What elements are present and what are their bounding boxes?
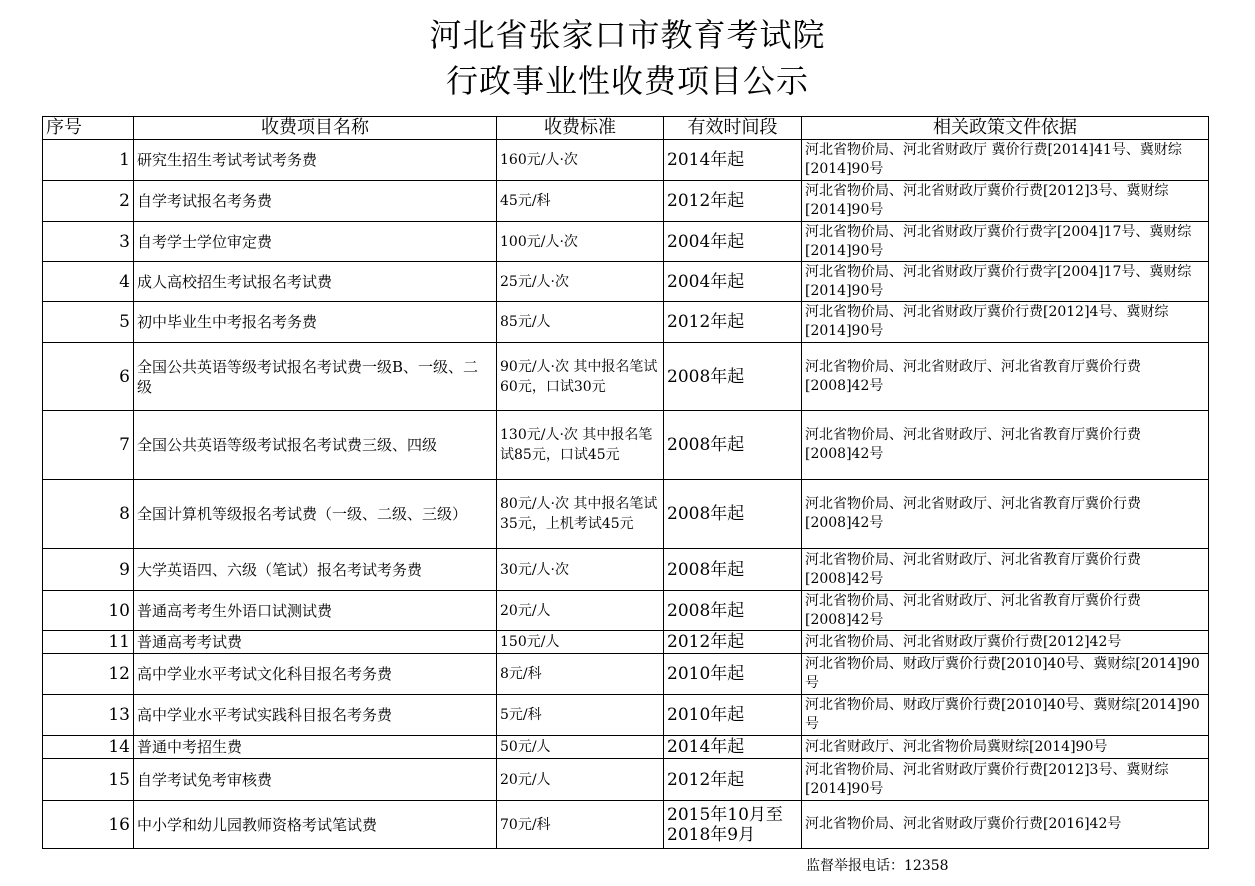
row-number: 10	[43, 591, 134, 631]
policy-basis: 河北省物价局、河北省财政厅冀价行费字[2004]17号、冀财综[2014]90号	[802, 262, 1209, 302]
policy-basis: 河北省物价局、河北省财政厅、河北省教育厅冀价行费[2008]42号	[802, 343, 1209, 411]
fee-standard: 30元/人·次	[497, 549, 664, 591]
table-row	[43, 736, 1209, 759]
valid-period: 2008年起	[664, 343, 802, 411]
row-number: 9	[43, 549, 134, 591]
valid-period: 2012年起	[664, 302, 802, 343]
fee-standard: 70元/科	[497, 801, 664, 849]
valid-period: 2014年起	[664, 736, 802, 759]
table-row	[43, 631, 1209, 654]
policy-basis: 河北省物价局、河北省财政厅 冀价行费[2014]41号、冀财综[2014]90号	[802, 140, 1209, 181]
policy-basis: 河北省物价局、财政厅冀价行费[2010]40号、冀财综[2014]90号	[802, 695, 1209, 736]
row-number: 13	[43, 695, 134, 736]
policy-basis: 河北省物价局、河北省财政厅、河北省教育厅冀价行费[2008]42号	[802, 549, 1209, 591]
policy-basis: 河北省物价局、河北省财政厅冀价行费字[2004]17号、冀财综[2014]90号	[802, 222, 1209, 262]
valid-period: 2008年起	[664, 411, 802, 480]
row-number: 5	[43, 302, 134, 343]
valid-period: 2008年起	[664, 591, 802, 631]
fee-item-name: 初中毕业生中考报名考务费	[134, 302, 497, 343]
table-row	[43, 759, 1209, 801]
row-number: 12	[43, 654, 134, 695]
row-number: 3	[43, 222, 134, 262]
fee-standard: 100元/人·次	[497, 222, 664, 262]
row-number: 11	[43, 631, 134, 654]
row-number: 4	[43, 262, 134, 302]
policy-basis: 河北省物价局、河北省财政厅冀价行费[2016]42号	[802, 801, 1209, 849]
fee-item-name: 自学考试免考审核费	[134, 759, 497, 801]
table-row	[43, 302, 1209, 343]
fee-item-name: 高中学业水平考试文化科目报名考务费	[134, 654, 497, 695]
valid-period: 2008年起	[664, 549, 802, 591]
policy-basis: 河北省物价局、河北省财政厅、河北省教育厅冀价行费[2008]42号	[802, 591, 1209, 631]
policy-basis: 河北省物价局、财政厅冀价行费[2010]40号、冀财综[2014]90号	[802, 654, 1209, 695]
valid-period: 2012年起	[664, 631, 802, 654]
fee-standard: 85元/人	[497, 302, 664, 343]
row-number: 8	[43, 480, 134, 549]
valid-period: 2004年起	[664, 222, 802, 262]
fee-standard: 90元/人·次 其中报名笔试60元，口试30元	[497, 343, 664, 411]
fee-item-name: 大学英语四、六级（笔试）报名考试考务费	[134, 549, 497, 591]
fee-table	[42, 116, 1209, 849]
table-row	[43, 654, 1209, 695]
policy-basis: 河北省物价局、河北省财政厅、河北省教育厅冀价行费[2008]42号	[802, 411, 1209, 480]
fee-item-name: 全国公共英语等级考试报名考试费三级、四级	[134, 411, 497, 480]
table-row	[43, 262, 1209, 302]
fee-item-name: 普通中考招生费	[134, 736, 497, 759]
table-row	[43, 222, 1209, 262]
fee-standard: 80元/人·次 其中报名笔试35元，上机考试45元	[497, 480, 664, 549]
fee-standard: 130元/人·次 其中报名笔试85元，口试45元	[497, 411, 664, 480]
fee-standard: 8元/科	[497, 654, 664, 695]
table-row	[43, 140, 1209, 181]
table-row	[43, 801, 1209, 849]
table-row	[43, 411, 1209, 480]
row-number: 7	[43, 411, 134, 480]
fee-item-name: 全国公共英语等级考试报名考试费一级B、一级、二级	[134, 343, 497, 411]
fee-standard: 160元/人·次	[497, 140, 664, 181]
row-number: 15	[43, 759, 134, 801]
fee-standard: 45元/科	[497, 181, 664, 222]
table-row	[43, 181, 1209, 222]
fee-standard: 5元/科	[497, 695, 664, 736]
valid-period: 2012年起	[664, 759, 802, 801]
fee-item-name: 自考学士学位审定费	[134, 222, 497, 262]
table-header-row	[43, 117, 1209, 140]
policy-basis: 河北省物价局、河北省财政厅冀价行费[2012]3号、冀财综[2014]90号	[802, 181, 1209, 222]
valid-period: 2014年起	[664, 140, 802, 181]
fee-item-name: 高中学业水平考试实践科目报名考务费	[134, 695, 497, 736]
row-number: 6	[43, 343, 134, 411]
row-number: 14	[43, 736, 134, 759]
fee-standard: 20元/人	[497, 759, 664, 801]
table-row	[43, 343, 1209, 411]
page-subtitle: 行政事业性收费项目公示	[445, 62, 809, 100]
fee-item-name: 自学考试报名考务费	[134, 181, 497, 222]
valid-period: 2010年起	[664, 695, 802, 736]
row-number: 16	[43, 801, 134, 849]
policy-basis: 河北省物价局、河北省财政厅、河北省教育厅冀价行费[2008]42号	[802, 480, 1209, 549]
table-row	[43, 480, 1209, 549]
policy-basis: 河北省财政厅、河北省物价局冀财综[2014]90号	[802, 736, 1209, 759]
table-row	[43, 591, 1209, 631]
valid-period: 2008年起	[664, 480, 802, 549]
row-number: 1	[43, 140, 134, 181]
page-title: 河北省张家口市教育考试院	[429, 16, 826, 54]
policy-basis: 河北省物价局、河北省财政厅冀价行费[2012]42号	[802, 631, 1209, 654]
fee-item-name: 全国计算机等级报名考试费（一级、二级、三级）	[134, 480, 497, 549]
header-fee: 收费标准	[497, 117, 664, 140]
table-row	[43, 695, 1209, 736]
fee-item-name: 普通高考考生外语口试测试费	[134, 591, 497, 631]
header-no: 序号	[43, 117, 134, 140]
header-name: 收费项目名称	[134, 117, 497, 140]
valid-period: 2010年起	[664, 654, 802, 695]
fee-item-name: 成人高校招生考试报名考试费	[134, 262, 497, 302]
fee-item-name: 普通高考考试费	[134, 631, 497, 654]
valid-period: 2012年起	[664, 181, 802, 222]
table-row	[43, 549, 1209, 591]
fee-standard: 50元/人	[497, 736, 664, 759]
policy-basis: 河北省物价局、河北省财政厅冀价行费[2012]4号、冀财综[2014]90号	[802, 302, 1209, 343]
fee-standard: 20元/人	[497, 591, 664, 631]
policy-basis: 河北省物价局、河北省财政厅冀价行费[2012]3号、冀财综[2014]90号	[802, 759, 1209, 801]
hotline-text: 监督举报电话：12358	[806, 858, 949, 874]
fee-item-name: 中小学和幼儿园教师资格考试笔试费	[134, 801, 497, 849]
fee-item-name: 研究生招生考试考试考务费	[134, 140, 497, 181]
fee-standard: 150元/人	[497, 631, 664, 654]
header-basis: 相关政策文件依据	[802, 117, 1209, 140]
fee-standard: 25元/人·次	[497, 262, 664, 302]
row-number: 2	[43, 181, 134, 222]
valid-period: 2015年10月至2018年9月	[664, 801, 802, 849]
header-period: 有效时间段	[664, 117, 802, 140]
valid-period: 2004年起	[664, 262, 802, 302]
